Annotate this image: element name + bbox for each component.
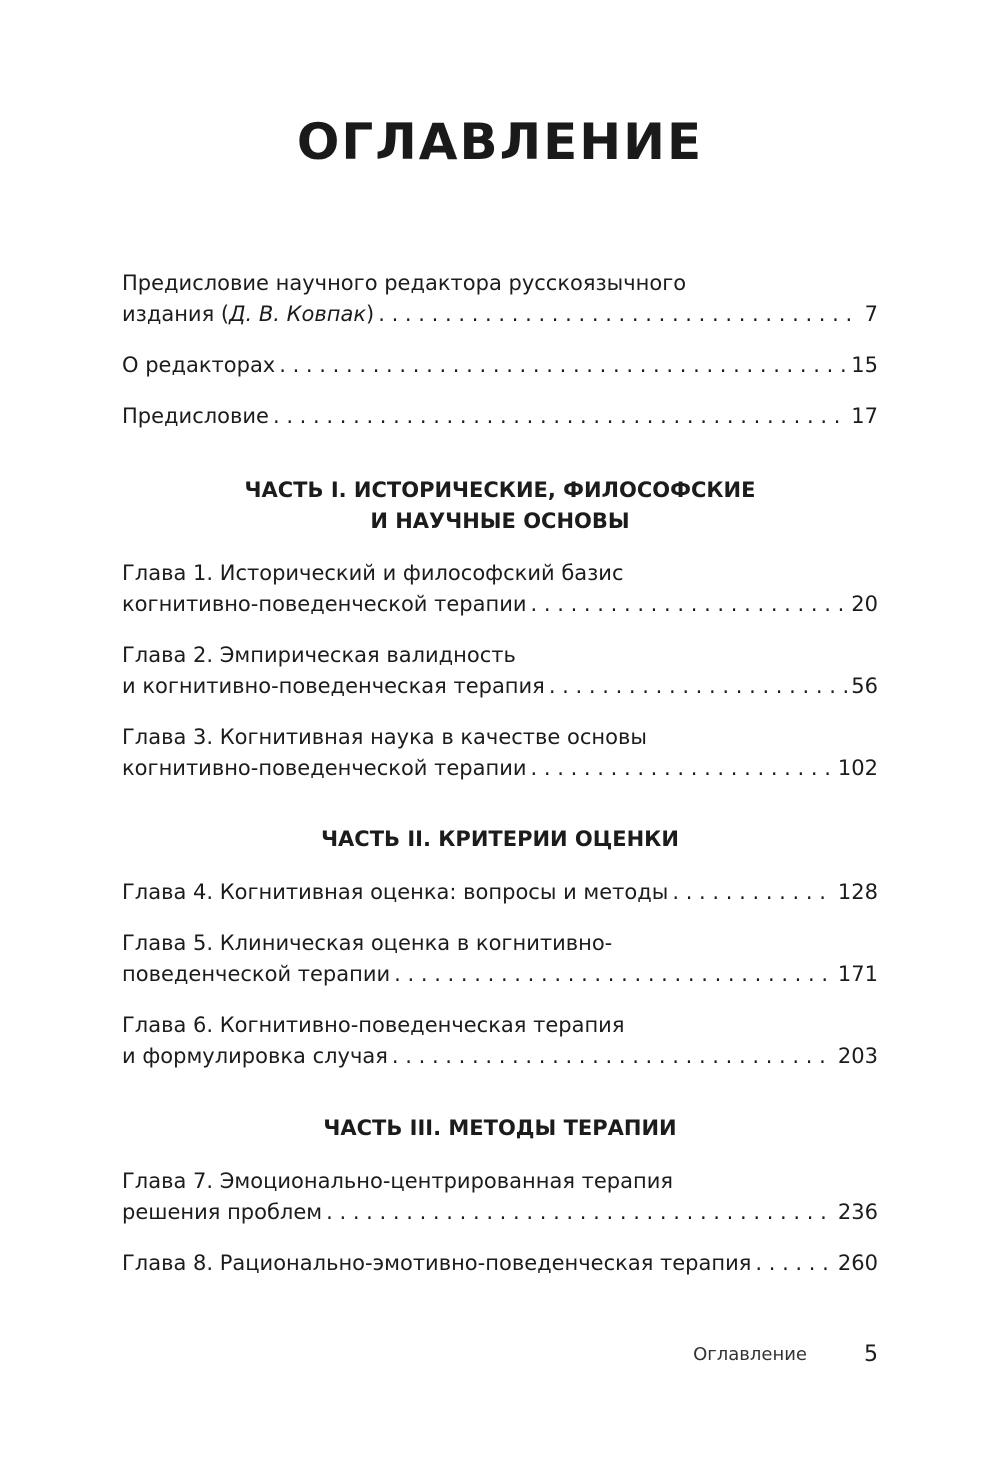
dot-leader (279, 350, 847, 381)
toc-page-number: 171 (837, 962, 878, 986)
toc-page-number: 203 (837, 1044, 878, 1068)
toc-page-number: 236 (837, 1200, 878, 1224)
toc-page-number: 102 (837, 756, 878, 780)
toc-entry-title-line: и формулировка случая (122, 1044, 388, 1068)
dot-leader (273, 401, 847, 432)
toc-entry-title-line: Глава 8. Рационально-эмотивно-поведенческая терапия (122, 1251, 752, 1275)
toc-entry-editor-preface[interactable] (122, 268, 878, 330)
dot-leader (392, 1041, 834, 1072)
toc-entry-preface[interactable] (122, 401, 878, 432)
toc-page-number: 17 (851, 404, 878, 428)
toc-page-number: 56 (851, 674, 878, 698)
toc-entry-title-line: Глава 5. Клиническая оценка в когнитивно- (122, 931, 613, 955)
toc-entry-title-line: Глава 3. Когнитивная наука в качестве основы (122, 725, 647, 749)
toc-entry-chapter-6[interactable] (122, 1010, 878, 1072)
toc-entry-title-line: Глава 4. Когнитивная оценка: вопросы и методы (122, 880, 669, 904)
dot-leader (378, 299, 860, 330)
toc-entry-chapter-4[interactable] (122, 877, 878, 908)
toc-entry-title-line: издания (Д. В. Ковпак) (122, 302, 375, 326)
dot-leader (326, 1197, 834, 1228)
toc-entry-title-line: Глава 6. Когнитивно-поведенческая терапия (122, 1013, 625, 1037)
toc-entry-title-line: когнитивно-поведенческой терапии (122, 592, 527, 616)
dot-leader (394, 959, 834, 990)
toc-entry-title-line: Предисловие (122, 404, 269, 428)
dot-leader (755, 1248, 834, 1279)
toc-entry-chapter-1[interactable] (122, 558, 878, 620)
toc-entry-title-line: Глава 7. Эмоционально-центрированная терапия (122, 1169, 674, 1193)
toc-entry-title-line: поведенческой терапии (122, 962, 391, 986)
toc-entry-title-line: когнитивно-поведенческой терапии (122, 756, 527, 780)
toc-entry-chapter-5[interactable] (122, 928, 878, 990)
part-heading-line: ЧАСТЬ III. МЕТОДЫ ТЕРАПИИ (323, 1116, 677, 1140)
toc-entry-title-line: О редакторах (122, 353, 276, 377)
editor-name: Д. В. Ковпак (229, 302, 367, 326)
running-head: Оглавление (693, 1344, 807, 1365)
page-title: ОГЛАВЛЕНИЕ (296, 113, 704, 171)
part-heading-line: И НАУЧНЫЕ ОСНОВЫ (370, 509, 630, 533)
dot-leader (531, 753, 834, 784)
toc-entry-title-line: и когнитивно-поведенческая терапия (122, 674, 545, 698)
part-heading-3[interactable] (0, 1113, 1000, 1144)
part-heading-line: ЧАСТЬ II. КРИТЕРИИ ОЦЕНКИ (321, 827, 679, 851)
toc-entry-about-editors[interactable] (122, 350, 878, 381)
toc-page-number: 128 (837, 880, 878, 904)
part-heading-1[interactable] (0, 475, 1000, 537)
toc-entry-title-line: решения проблем (122, 1200, 323, 1224)
toc-entry-chapter-8[interactable] (122, 1248, 878, 1279)
part-heading-2[interactable] (0, 824, 1000, 855)
part-heading-line: ЧАСТЬ I. ИСТОРИЧЕСКИЕ, ФИЛОСОФСКИЕ (244, 478, 756, 502)
toc-entry-chapter-7[interactable] (122, 1166, 878, 1228)
toc-page-number: 7 (864, 302, 878, 326)
toc-entry-chapter-3[interactable] (122, 722, 878, 784)
toc-entry-title-line: Глава 1. Исторический и философский базис (122, 561, 624, 585)
dot-leader (531, 589, 848, 620)
page-number: 5 (864, 1342, 878, 1367)
toc-entry-title-line: Предисловие научного редактора русскоязычного (122, 271, 687, 295)
toc-entry-title-line: Глава 2. Эмпирическая валидность (122, 643, 516, 667)
toc-entry-chapter-2[interactable] (122, 640, 878, 702)
toc-page-number: 15 (851, 353, 878, 377)
toc-page-number: 260 (837, 1251, 878, 1275)
dot-leader (549, 671, 847, 702)
dot-leader (672, 877, 834, 908)
toc-page-number: 20 (851, 592, 878, 616)
